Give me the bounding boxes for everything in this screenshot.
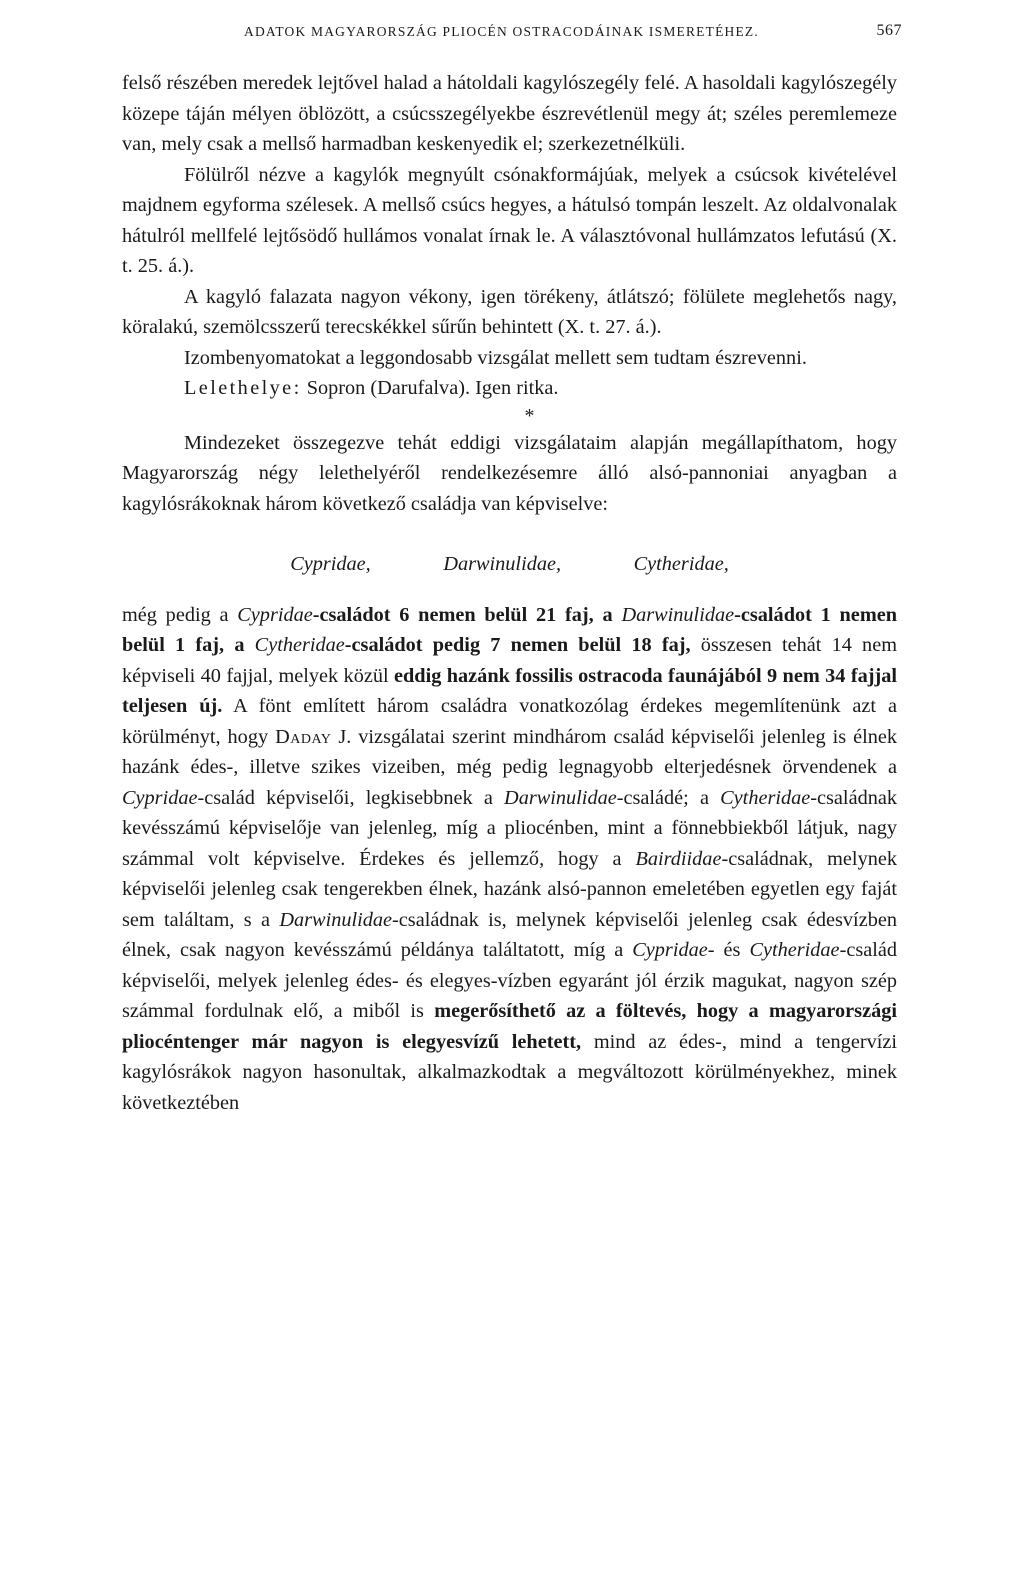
- bold-run: -családot 1 nemen belül 1 faj, a: [122, 603, 897, 656]
- taxon-name: Darwinulidae: [279, 908, 393, 931]
- taxon-name: Cypridae: [122, 786, 198, 809]
- family-cypridae: Cypridae,: [290, 553, 371, 575]
- taxon-name: Bairdiidae: [635, 847, 722, 870]
- text-run: -család képviselői, legkisebbnek a: [197, 786, 505, 809]
- text-run: összesen tehát 14 nem képviseli 40 fajjal, melyek közül: [122, 634, 897, 687]
- family-cytheridae: Cytheridae,: [633, 553, 729, 575]
- running-title: ADATOK MAGYARORSZÁG PLIOCÉN OSTRACODÁINAK ISMERETÉHEZ.: [244, 24, 759, 39]
- taxon-name: Cypridae: [237, 603, 313, 626]
- taxon-name: Cytheridae: [749, 939, 840, 961]
- paragraph-continued: felső részében meredek lejtővel halad a hátoldali kagylószegély felé. A hasoldali kagylószegély közepe táján mélyen öblözött, a csúcsszegélyekbe észrevétlenül megy át; széles peremlemeze van, mely csak a mellső harmadban keskenyedik el; szerkezetnélküli.: [122, 72, 897, 155]
- taxon-name: Cytheridae: [720, 786, 811, 809]
- paragraph-top-view: Fölülről nézve a kagylók megnyúlt csónakformájúak, melyek a csúcsok kivételével majdnem egyforma szélesek. A mellső csúcs hegyes, a hátulsó tompán leszelt. Az oldalvonalak hátulról mellfelé lejtősödő hullámos vonalat írnak le. A választóvonal hullámzatos lefutású (X. t. 25. á.).: [122, 163, 897, 277]
- locality-label: Lelethelye:: [184, 377, 302, 399]
- text-run: -család képviselői, melyek jelenleg édes- és elegyes-vízben egyaránt jól érzik magukat, nagyon szép számmal fordulnak elő, a miből is: [122, 939, 897, 1022]
- text-run: mind az édes-, mind a tengervízi kagylósrákok nagyon hasonultak, alkalmazkodtak a megváltozott körülményekhez, minek következtében: [122, 1030, 897, 1114]
- text-run: J. vizsgálatai szerint mindhárom család képviselői jelenleg is élnek hazánk édes-, illetve szikes vizeiben, még pedig legnagyobb elterjedésnek örvendenek a: [122, 725, 897, 778]
- paragraph-muscle-scars: Izombenyomatokat a leggondosabb vizsgálat mellett sem tudtam észrevenni.: [184, 346, 807, 369]
- section-separator: *: [524, 404, 535, 427]
- taxon-name: Darwinulidae: [621, 603, 735, 626]
- text-run: -családnak is, melynek képviselői jelenleg csak édesvízben élnek, csak nagyon kevésszámú példánya találtatott, míg a: [122, 908, 897, 961]
- running-head: [122, 22, 902, 46]
- paragraph-summary: Mindezeket összegezve tehát eddigi vizsgálataim alapján megállapíthatom, hogy Magyarország négy lelethelyéről rendelkezésemre álló alsó-pannoniai anyagban a kagylósrákoknak három következő családja van képviselve:: [122, 431, 897, 515]
- page-number: 567: [876, 22, 902, 39]
- taxon-name: Cypridae: [632, 939, 708, 961]
- bold-run: eddig hazánk fossilis ostracoda faunájából 9 nem 34 fajjal teljesen új.: [122, 664, 897, 717]
- text-run: - és: [707, 939, 750, 961]
- taxon-name: Cytheridae: [254, 634, 345, 656]
- taxon-name: Darwinulidae: [504, 786, 617, 809]
- text-run: A fönt említett három családra vonatkozólag érdekes megemlítenünk azt a körülményt, hogy: [122, 695, 897, 748]
- bold-run: megerősíthető az a föltevés, hogy a magyarországi pliocéntenger már nagyon is elegyesvízű lehetett,: [122, 1000, 897, 1053]
- author-name: Daday: [275, 725, 332, 748]
- paragraph-shell-wall: A kagyló falazata nagyon vékony, igen törékeny, átlátszó; fölülete meglehetős nagy, köralakú, szemölcsszerű terecskékkel sűrűn behintett (X. t. 27. á.).: [122, 285, 897, 338]
- paragraph-conclusion: [122, 600, 897, 1119]
- text-run: -családnak, melynek képviselői jelenleg csak tengerekben élnek, hazánk alsó-pannon emeletében egyetlen egy faját sem találtam, s a: [122, 847, 897, 931]
- text-run: még pedig a: [122, 603, 238, 626]
- locality-text: Sopron (Darufalva). Igen ritka.: [301, 377, 559, 399]
- text-run: -családé; a: [616, 786, 721, 809]
- bold-run: -családot pedig 7 nemen belül 18 faj,: [344, 634, 691, 656]
- text-run: -családnak kevésszámú képviselője van jelenleg, míg a pliocénben, mint a fönnebbiekből látjuk, nagy számmal volt képviselve. Érdekes és jellemző, hogy a: [122, 786, 897, 870]
- bold-run: -családot 6 nemen belül 21 faj, a: [312, 603, 622, 626]
- family-list: [122, 549, 897, 580]
- body-text: [122, 68, 897, 1118]
- paragraph-locality: [122, 373, 897, 404]
- family-darwinulidae: Darwinulidae,: [443, 553, 562, 575]
